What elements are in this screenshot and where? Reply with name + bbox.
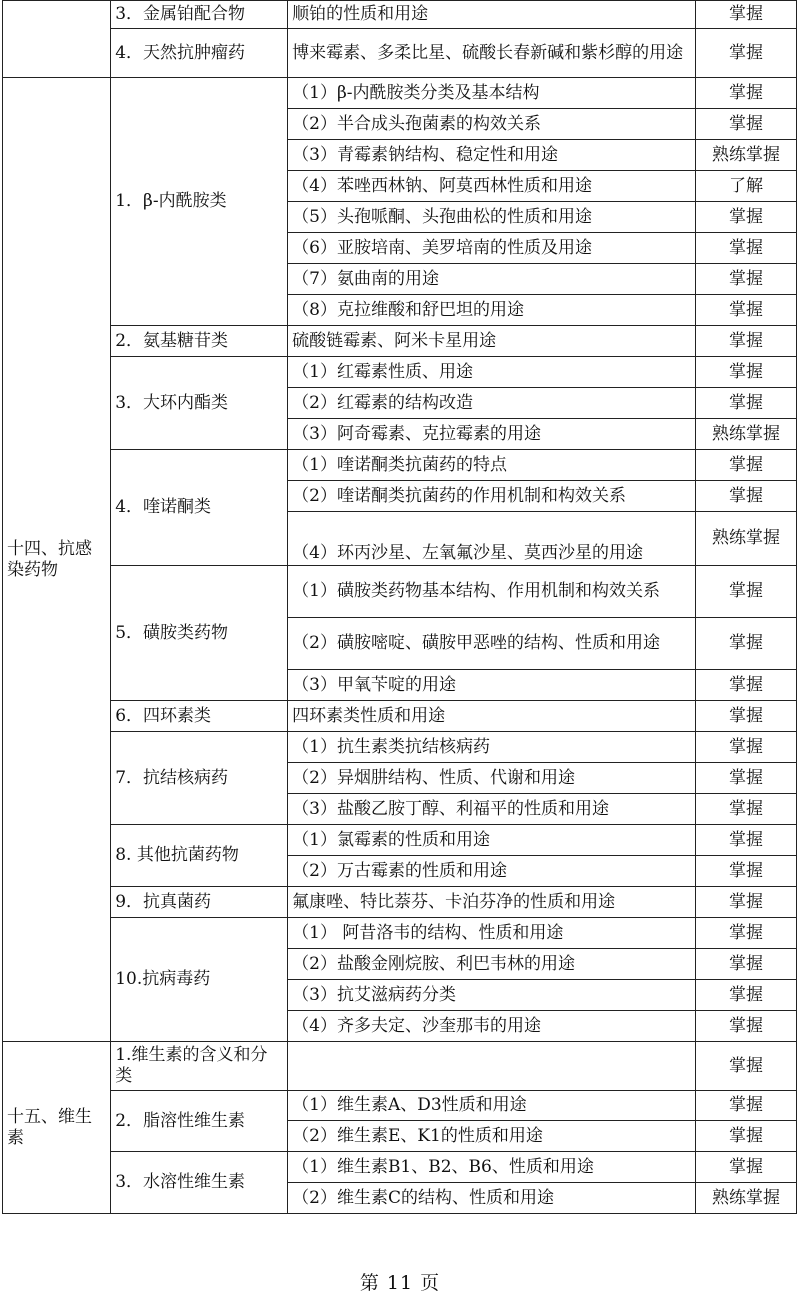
requirement-level-cell: 掌握 [696,264,797,295]
topic-cell: 3．大环内酯类 [111,357,288,450]
content-cell: （4）环丙沙星、左氧氟沙星、莫西沙星的用途 [288,512,696,566]
requirement-level-cell: 掌握 [696,450,797,481]
topic-cell: 9．抗真菌药 [111,887,288,918]
topic-cell: 5．磺胺类药物 [111,566,288,701]
content-cell: 顺铂的性质和用途 [288,1,696,29]
requirement-level-cell: 掌握 [696,856,797,887]
table-row [3,732,797,763]
requirement-level-cell: 掌握 [696,618,797,670]
topic-cell: 1．β-内酰胺类 [111,78,288,326]
content-cell: （1）红霉素性质、用途 [288,357,696,388]
syllabus-table [2,0,797,1214]
requirement-level-cell: 掌握 [696,701,797,732]
requirement-level-cell: 掌握 [696,1121,797,1152]
content-cell: （2）异烟肼结构、性质、代谢和用途 [288,763,696,794]
topic-cell: 10.抗病毒药 [111,918,288,1042]
unit-title-cell [3,1,111,78]
content-cell: 四环素类性质和用途 [288,701,696,732]
content-cell: （4）苯唑西林钠、阿莫西林性质和用途 [288,171,696,202]
requirement-level-cell: 了解 [696,171,797,202]
requirement-level-cell: 掌握 [696,918,797,949]
content-cell: （5）头孢哌酮、头孢曲松的性质和用途 [288,202,696,233]
requirement-level-cell: 掌握 [696,109,797,140]
content-cell: 氟康唑、特比萘芬、卡泊芬净的性质和用途 [288,887,696,918]
topic-cell: 4．天然抗肿瘤药 [111,29,288,78]
content-cell: （1）β-内酰胺类分类及基本结构 [288,78,696,109]
requirement-level-cell: 熟练掌握 [696,419,797,450]
content-cell: （1）磺胺类药物基本结构、作用机制和构效关系 [288,566,696,618]
table-row [3,825,797,856]
requirement-level-cell: 掌握 [696,481,797,512]
requirement-level-cell: 掌握 [696,670,797,701]
content-cell: （3）甲氧苄啶的用途 [288,670,696,701]
requirement-level-cell: 掌握 [696,825,797,856]
content-cell: 硫酸链霉素、阿米卡星用途 [288,326,696,357]
requirement-level-cell: 掌握 [696,1091,797,1121]
requirement-level-cell: 掌握 [696,794,797,825]
requirement-level-cell: 掌握 [696,1152,797,1183]
table-row [3,326,797,357]
table-row [3,450,797,481]
topic-cell: 2．氨基糖苷类 [111,326,288,357]
table-row [3,357,797,388]
content-cell: （2）喹诺酮类抗菌药的作用机制和构效关系 [288,481,696,512]
content-cell: 博来霉素、多柔比星、硫酸长春新碱和紫杉醇的用途 [288,29,696,78]
content-cell: （2）盐酸金刚烷胺、利巴韦林的用途 [288,949,696,980]
requirement-level-cell: 掌握 [696,1011,797,1042]
requirement-level-cell: 掌握 [696,202,797,233]
topic-cell: 2．脂溶性维生素 [111,1091,288,1152]
content-cell: （1）氯霉素的性质和用途 [288,825,696,856]
table-row [3,78,797,109]
content-cell: （6）亚胺培南、美罗培南的性质及用途 [288,233,696,264]
requirement-level-cell: 掌握 [696,388,797,419]
requirement-level-cell: 掌握 [696,295,797,326]
unit-title-cell: 十四、抗感染药物 [3,78,111,1042]
content-cell: （2）磺胺嘧啶、磺胺甲恶唑的结构、性质和用途 [288,618,696,670]
table-row [3,1091,797,1121]
requirement-level-cell: 掌握 [696,326,797,357]
content-cell: （4）齐多夫定、沙奎那韦的用途 [288,1011,696,1042]
content-cell: （3）抗艾滋病药分类 [288,980,696,1011]
requirement-level-cell: 掌握 [696,980,797,1011]
table-row [3,1152,797,1183]
table-row [3,1042,797,1091]
unit-title-cell: 十五、维生素 [3,1042,111,1214]
table-row [3,918,797,949]
content-cell: （7）氨曲南的用途 [288,264,696,295]
table-row [3,701,797,732]
table-row [3,1,797,29]
topic-cell: 8. 其他抗菌药物 [111,825,288,887]
content-cell [288,1042,696,1091]
requirement-level-cell: 掌握 [696,732,797,763]
requirement-level-cell: 掌握 [696,1,797,29]
content-cell: （2）维生素E、K1的性质和用途 [288,1121,696,1152]
topic-cell: 3．金属铂配合物 [111,1,288,29]
requirement-level-cell: 掌握 [696,566,797,618]
table-row [3,566,797,618]
content-cell: （2）维生素C的结构、性质和用途 [288,1183,696,1214]
content-cell: （1）维生素A、D3性质和用途 [288,1091,696,1121]
topic-cell: 4．喹诺酮类 [111,450,288,566]
topic-cell: 7．抗结核病药 [111,732,288,825]
content-cell: （3）阿奇霉素、克拉霉素的用途 [288,419,696,450]
content-cell: （3）青霉素钠结构、稳定性和用途 [288,140,696,171]
content-cell: （2）红霉素的结构改造 [288,388,696,419]
syllabus-table-body [3,1,797,1214]
requirement-level-cell: 掌握 [696,233,797,264]
requirement-level-cell: 掌握 [696,887,797,918]
requirement-level-cell: 掌握 [696,949,797,980]
topic-cell: 6．四环素类 [111,701,288,732]
requirement-level-cell: 熟练掌握 [696,140,797,171]
requirement-level-cell: 掌握 [696,357,797,388]
content-cell: （8）克拉维酸和舒巴坦的用途 [288,295,696,326]
content-cell: （2）万古霉素的性质和用途 [288,856,696,887]
requirement-level-cell: 掌握 [696,763,797,794]
topic-cell: 3．水溶性维生素 [111,1152,288,1214]
requirement-level-cell: 掌握 [696,1042,797,1091]
page-number: 第 11 页 [359,1272,441,1294]
topic-cell: 1.维生素的含义和分类 [111,1042,288,1091]
content-cell: （1）喹诺酮类抗菌药的特点 [288,450,696,481]
content-cell: （3）盐酸乙胺丁醇、利福平的性质和用途 [288,794,696,825]
requirement-level-cell: 掌握 [696,78,797,109]
requirement-level-cell: 熟练掌握 [696,1183,797,1214]
content-cell: （1） 阿昔洛韦的结构、性质和用途 [288,918,696,949]
requirement-level-cell: 掌握 [696,29,797,78]
content-cell: （1）维生素B1、B2、B6、性质和用途 [288,1152,696,1183]
content-cell: （1）抗生素类抗结核病药 [288,732,696,763]
requirement-level-cell: 熟练掌握 [696,512,797,566]
table-row [3,29,797,78]
content-cell: （2）半合成头孢菌素的构效关系 [288,109,696,140]
table-row [3,887,797,918]
